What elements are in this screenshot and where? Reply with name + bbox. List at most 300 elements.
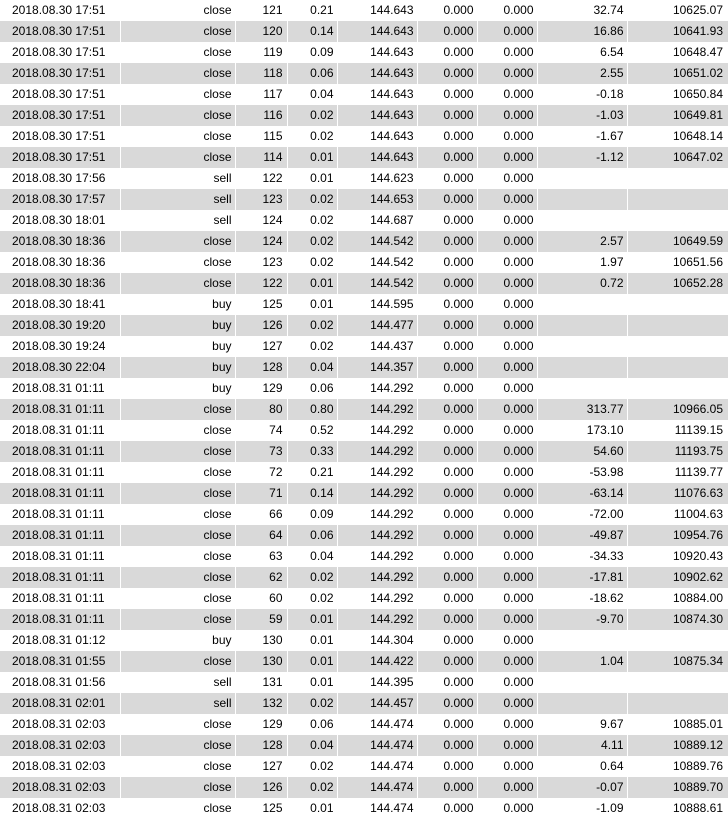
trade-tp: 0.000 [477, 756, 537, 777]
trade-size: 0.06 [287, 63, 337, 84]
trade-price: 144.292 [337, 504, 417, 525]
table-row [0, 399, 728, 420]
trade-type: close [120, 609, 235, 630]
trade-order: 59 [235, 609, 287, 630]
trade-tp: 0.000 [477, 525, 537, 546]
trade-type: close [120, 21, 235, 42]
trade-sl: 0.000 [417, 651, 477, 672]
trade-type: close [120, 105, 235, 126]
trade-type: buy [120, 630, 235, 651]
trade-tp: 0.000 [477, 273, 537, 294]
trade-sl: 0.000 [417, 588, 477, 609]
trade-size: 0.52 [287, 420, 337, 441]
trade-size: 0.02 [287, 105, 337, 126]
trade-price: 144.643 [337, 84, 417, 105]
trade-type: close [120, 42, 235, 63]
trade-balance: 10625.07 [627, 0, 728, 21]
trade-type: sell [120, 210, 235, 231]
trade-order: 116 [235, 105, 287, 126]
trade-type: close [120, 84, 235, 105]
trade-type: close [120, 420, 235, 441]
trade-type: close [120, 0, 235, 21]
trade-sl: 0.000 [417, 735, 477, 756]
trade-order: 126 [235, 777, 287, 798]
trade-balance: 10648.14 [627, 126, 728, 147]
trade-tp: 0.000 [477, 378, 537, 399]
table-row [0, 294, 728, 315]
trade-profit: -0.07 [537, 777, 627, 798]
trade-balance: 10652.28 [627, 273, 728, 294]
trade-order: 66 [235, 504, 287, 525]
trade-profit: 54.60 [537, 441, 627, 462]
table-row [0, 609, 728, 630]
trade-balance [627, 315, 728, 336]
trade-profit: 2.55 [537, 63, 627, 84]
trade-size: 0.01 [287, 147, 337, 168]
trade-order: 121 [235, 0, 287, 21]
trade-order: 117 [235, 84, 287, 105]
trade-profit: -1.09 [537, 798, 627, 819]
table-row [0, 231, 728, 252]
trade-tp: 0.000 [477, 189, 537, 210]
trade-time: 2018.08.31 01:11 [0, 483, 120, 504]
trade-type: close [120, 714, 235, 735]
trade-time: 2018.08.31 02:03 [0, 735, 120, 756]
trade-profit: 4.11 [537, 735, 627, 756]
trade-profit [537, 357, 627, 378]
trade-price: 144.474 [337, 756, 417, 777]
trade-order: 124 [235, 231, 287, 252]
trade-tp: 0.000 [477, 336, 537, 357]
table-row [0, 546, 728, 567]
table-row [0, 336, 728, 357]
trade-balance: 10650.84 [627, 84, 728, 105]
trade-tp: 0.000 [477, 567, 537, 588]
trade-size: 0.02 [287, 756, 337, 777]
trade-time: 2018.08.30 17:51 [0, 84, 120, 105]
trade-tp: 0.000 [477, 504, 537, 525]
trade-size: 0.14 [287, 21, 337, 42]
trade-time: 2018.08.31 01:11 [0, 399, 120, 420]
trade-balance: 10902.62 [627, 567, 728, 588]
trade-price: 144.437 [337, 336, 417, 357]
trade-size: 0.02 [287, 189, 337, 210]
trade-time: 2018.08.30 17:51 [0, 147, 120, 168]
trade-time: 2018.08.30 18:01 [0, 210, 120, 231]
trade-sl: 0.000 [417, 672, 477, 693]
trade-price: 144.653 [337, 189, 417, 210]
trade-balance [627, 630, 728, 651]
trade-time: 2018.08.30 17:51 [0, 63, 120, 84]
trade-sl: 0.000 [417, 252, 477, 273]
trade-size: 0.01 [287, 609, 337, 630]
table-row [0, 525, 728, 546]
trade-order: 127 [235, 756, 287, 777]
table-row [0, 42, 728, 63]
trade-type: close [120, 651, 235, 672]
trade-type: sell [120, 189, 235, 210]
trade-size: 0.02 [287, 336, 337, 357]
trade-price: 144.422 [337, 651, 417, 672]
trade-order: 119 [235, 42, 287, 63]
trade-price: 144.474 [337, 777, 417, 798]
trade-sl: 0.000 [417, 546, 477, 567]
table-row [0, 378, 728, 399]
trade-balance: 10884.00 [627, 588, 728, 609]
trade-profit [537, 336, 627, 357]
trade-size: 0.09 [287, 42, 337, 63]
trade-time: 2018.08.30 17:51 [0, 126, 120, 147]
trade-type: sell [120, 168, 235, 189]
trade-order: 74 [235, 420, 287, 441]
trade-profit: -1.03 [537, 105, 627, 126]
trade-tp: 0.000 [477, 798, 537, 819]
table-row [0, 147, 728, 168]
trade-time: 2018.08.31 02:03 [0, 714, 120, 735]
table-row [0, 651, 728, 672]
trade-tp: 0.000 [477, 399, 537, 420]
trade-profit [537, 672, 627, 693]
trade-type: sell [120, 693, 235, 714]
trade-sl: 0.000 [417, 126, 477, 147]
trade-balance: 11004.63 [627, 504, 728, 525]
trade-size: 0.01 [287, 798, 337, 819]
trade-size: 0.01 [287, 651, 337, 672]
table-row [0, 567, 728, 588]
trade-type: buy [120, 315, 235, 336]
trade-price: 144.292 [337, 441, 417, 462]
trade-price: 144.542 [337, 231, 417, 252]
trade-type: close [120, 777, 235, 798]
trade-time: 2018.08.30 17:56 [0, 168, 120, 189]
trade-sl: 0.000 [417, 693, 477, 714]
trade-balance: 10651.02 [627, 63, 728, 84]
trade-price: 144.357 [337, 357, 417, 378]
trade-tp: 0.000 [477, 483, 537, 504]
trade-tp: 0.000 [477, 210, 537, 231]
trade-tp: 0.000 [477, 126, 537, 147]
trade-sl: 0.000 [417, 525, 477, 546]
trade-type: close [120, 126, 235, 147]
trade-size: 0.14 [287, 483, 337, 504]
trade-balance: 10889.12 [627, 735, 728, 756]
trade-order: 71 [235, 483, 287, 504]
trade-profit [537, 189, 627, 210]
trade-price: 144.542 [337, 252, 417, 273]
trade-price: 144.292 [337, 588, 417, 609]
trade-price: 144.292 [337, 462, 417, 483]
trade-order: 62 [235, 567, 287, 588]
table-row [0, 441, 728, 462]
trade-type: close [120, 525, 235, 546]
table-row [0, 756, 728, 777]
trade-size: 0.06 [287, 525, 337, 546]
trade-size: 0.02 [287, 126, 337, 147]
trade-order: 125 [235, 294, 287, 315]
trade-size: 0.01 [287, 273, 337, 294]
trade-tp: 0.000 [477, 147, 537, 168]
trade-price: 144.292 [337, 399, 417, 420]
trade-sl: 0.000 [417, 63, 477, 84]
trade-price: 144.542 [337, 273, 417, 294]
trade-price: 144.643 [337, 21, 417, 42]
trade-price: 144.292 [337, 420, 417, 441]
trade-tp: 0.000 [477, 420, 537, 441]
trade-balance: 10648.47 [627, 42, 728, 63]
trade-type: close [120, 231, 235, 252]
table-row [0, 672, 728, 693]
table-row [0, 777, 728, 798]
trade-order: 130 [235, 630, 287, 651]
trade-type: close [120, 399, 235, 420]
trade-sl: 0.000 [417, 21, 477, 42]
trade-tp: 0.000 [477, 21, 537, 42]
trade-order: 60 [235, 588, 287, 609]
trade-price: 144.292 [337, 525, 417, 546]
trade-type: close [120, 252, 235, 273]
trade-time: 2018.08.31 01:56 [0, 672, 120, 693]
trade-sl: 0.000 [417, 756, 477, 777]
table-row [0, 84, 728, 105]
trade-order: 64 [235, 525, 287, 546]
table-row [0, 483, 728, 504]
trade-sl: 0.000 [417, 147, 477, 168]
trade-profit: -53.98 [537, 462, 627, 483]
trade-price: 144.595 [337, 294, 417, 315]
trade-tp: 0.000 [477, 777, 537, 798]
trade-sl: 0.000 [417, 42, 477, 63]
trade-type: buy [120, 378, 235, 399]
trade-time: 2018.08.30 17:51 [0, 105, 120, 126]
trade-order: 122 [235, 168, 287, 189]
trade-price: 144.623 [337, 168, 417, 189]
trade-size: 0.33 [287, 441, 337, 462]
trade-type: close [120, 567, 235, 588]
trade-balance: 10889.76 [627, 756, 728, 777]
trade-type: close [120, 588, 235, 609]
trade-time: 2018.08.31 01:11 [0, 441, 120, 462]
trade-tp: 0.000 [477, 672, 537, 693]
trade-time: 2018.08.31 01:11 [0, 609, 120, 630]
trade-balance [627, 294, 728, 315]
table-row [0, 63, 728, 84]
trade-profit: -1.12 [537, 147, 627, 168]
table-row [0, 357, 728, 378]
trade-order: 73 [235, 441, 287, 462]
trade-time: 2018.08.30 17:51 [0, 0, 120, 21]
trade-price: 144.457 [337, 693, 417, 714]
trade-balance: 11139.15 [627, 420, 728, 441]
trade-price: 144.474 [337, 798, 417, 819]
trade-sl: 0.000 [417, 315, 477, 336]
trade-size: 0.04 [287, 735, 337, 756]
trade-size: 0.80 [287, 399, 337, 420]
trade-size: 0.06 [287, 714, 337, 735]
trade-sl: 0.000 [417, 189, 477, 210]
trade-sl: 0.000 [417, 462, 477, 483]
trade-tp: 0.000 [477, 735, 537, 756]
trade-time: 2018.08.30 18:36 [0, 252, 120, 273]
table-row [0, 798, 728, 819]
trade-balance [627, 378, 728, 399]
trade-type: close [120, 735, 235, 756]
trade-balance: 10874.30 [627, 609, 728, 630]
trade-profit: -63.14 [537, 483, 627, 504]
trade-order: 123 [235, 189, 287, 210]
trade-time: 2018.08.31 01:11 [0, 546, 120, 567]
trade-time: 2018.08.31 02:01 [0, 693, 120, 714]
trade-size: 0.02 [287, 210, 337, 231]
trade-time: 2018.08.31 01:11 [0, 504, 120, 525]
table-row [0, 252, 728, 273]
trade-order: 126 [235, 315, 287, 336]
trade-sl: 0.000 [417, 0, 477, 21]
trade-tp: 0.000 [477, 462, 537, 483]
trade-type: buy [120, 357, 235, 378]
trade-price: 144.292 [337, 567, 417, 588]
trade-balance [627, 168, 728, 189]
trade-tp: 0.000 [477, 609, 537, 630]
trade-size: 0.01 [287, 168, 337, 189]
trade-type: close [120, 147, 235, 168]
trade-profit [537, 168, 627, 189]
trade-profit: 32.74 [537, 0, 627, 21]
trade-size: 0.01 [287, 294, 337, 315]
trade-balance: 10888.61 [627, 798, 728, 819]
trade-order: 131 [235, 672, 287, 693]
trade-balance [627, 336, 728, 357]
table-row [0, 630, 728, 651]
trade-profit [537, 693, 627, 714]
table-row [0, 420, 728, 441]
trade-size: 0.04 [287, 357, 337, 378]
trade-price: 144.292 [337, 378, 417, 399]
trade-time: 2018.08.30 17:51 [0, 21, 120, 42]
trade-price: 144.643 [337, 42, 417, 63]
trade-price: 144.395 [337, 672, 417, 693]
trade-size: 0.02 [287, 567, 337, 588]
trade-size: 0.02 [287, 315, 337, 336]
trade-profit: 6.54 [537, 42, 627, 63]
trade-time: 2018.08.31 02:03 [0, 777, 120, 798]
trade-time: 2018.08.30 18:36 [0, 273, 120, 294]
trade-order: 115 [235, 126, 287, 147]
trade-sl: 0.000 [417, 714, 477, 735]
trade-tp: 0.000 [477, 63, 537, 84]
trade-type: buy [120, 294, 235, 315]
trade-size: 0.02 [287, 252, 337, 273]
trade-sl: 0.000 [417, 294, 477, 315]
trade-balance [627, 672, 728, 693]
trade-tp: 0.000 [477, 588, 537, 609]
trade-tp: 0.000 [477, 84, 537, 105]
trade-profit: -17.81 [537, 567, 627, 588]
trade-profit: 9.67 [537, 714, 627, 735]
trade-time: 2018.08.31 02:03 [0, 756, 120, 777]
trade-balance: 10920.43 [627, 546, 728, 567]
trade-profit: -1.67 [537, 126, 627, 147]
trade-time: 2018.08.31 01:11 [0, 420, 120, 441]
trade-balance: 10966.05 [627, 399, 728, 420]
table-row [0, 462, 728, 483]
trade-time: 2018.08.30 19:20 [0, 315, 120, 336]
trade-tp: 0.000 [477, 693, 537, 714]
trade-profit: 313.77 [537, 399, 627, 420]
trade-time: 2018.08.31 01:11 [0, 462, 120, 483]
trade-sl: 0.000 [417, 483, 477, 504]
trade-size: 0.01 [287, 672, 337, 693]
trade-time: 2018.08.30 17:57 [0, 189, 120, 210]
trade-order: 63 [235, 546, 287, 567]
trade-time: 2018.08.31 01:11 [0, 588, 120, 609]
table-row [0, 714, 728, 735]
trade-sl: 0.000 [417, 357, 477, 378]
trade-price: 144.687 [337, 210, 417, 231]
trade-balance [627, 693, 728, 714]
trade-tp: 0.000 [477, 231, 537, 252]
trade-order: 129 [235, 378, 287, 399]
trade-tp: 0.000 [477, 651, 537, 672]
trade-type: close [120, 273, 235, 294]
trade-balance [627, 357, 728, 378]
trade-order: 128 [235, 357, 287, 378]
trade-profit: 0.72 [537, 273, 627, 294]
trade-order: 127 [235, 336, 287, 357]
trade-order: 132 [235, 693, 287, 714]
trade-time: 2018.08.31 01:11 [0, 567, 120, 588]
trade-order: 123 [235, 252, 287, 273]
trade-tp: 0.000 [477, 357, 537, 378]
trade-price: 144.292 [337, 609, 417, 630]
trade-size: 0.21 [287, 462, 337, 483]
trade-profit: -9.70 [537, 609, 627, 630]
trade-type: buy [120, 336, 235, 357]
table-row [0, 588, 728, 609]
trade-profit [537, 315, 627, 336]
trade-type: close [120, 462, 235, 483]
trade-type: close [120, 441, 235, 462]
trade-profit: -72.00 [537, 504, 627, 525]
trade-profit: 16.86 [537, 21, 627, 42]
trade-time: 2018.08.30 19:24 [0, 336, 120, 357]
trade-tp: 0.000 [477, 294, 537, 315]
trade-tp: 0.000 [477, 42, 537, 63]
table-row [0, 168, 728, 189]
trade-size: 0.02 [287, 777, 337, 798]
trade-tp: 0.000 [477, 0, 537, 21]
trade-size: 0.04 [287, 546, 337, 567]
trade-order: 114 [235, 147, 287, 168]
trade-size: 0.21 [287, 0, 337, 21]
trade-type: close [120, 756, 235, 777]
table-row [0, 189, 728, 210]
trade-order: 128 [235, 735, 287, 756]
trade-time: 2018.08.30 18:41 [0, 294, 120, 315]
table-row [0, 504, 728, 525]
trade-tp: 0.000 [477, 315, 537, 336]
table-row [0, 21, 728, 42]
trade-profit: 1.97 [537, 252, 627, 273]
trade-profit [537, 630, 627, 651]
trade-sl: 0.000 [417, 399, 477, 420]
trade-price: 144.474 [337, 714, 417, 735]
table-row [0, 210, 728, 231]
trade-size: 0.09 [287, 504, 337, 525]
trade-balance: 10885.01 [627, 714, 728, 735]
trade-size: 0.02 [287, 231, 337, 252]
trade-size: 0.02 [287, 693, 337, 714]
trade-size: 0.02 [287, 588, 337, 609]
